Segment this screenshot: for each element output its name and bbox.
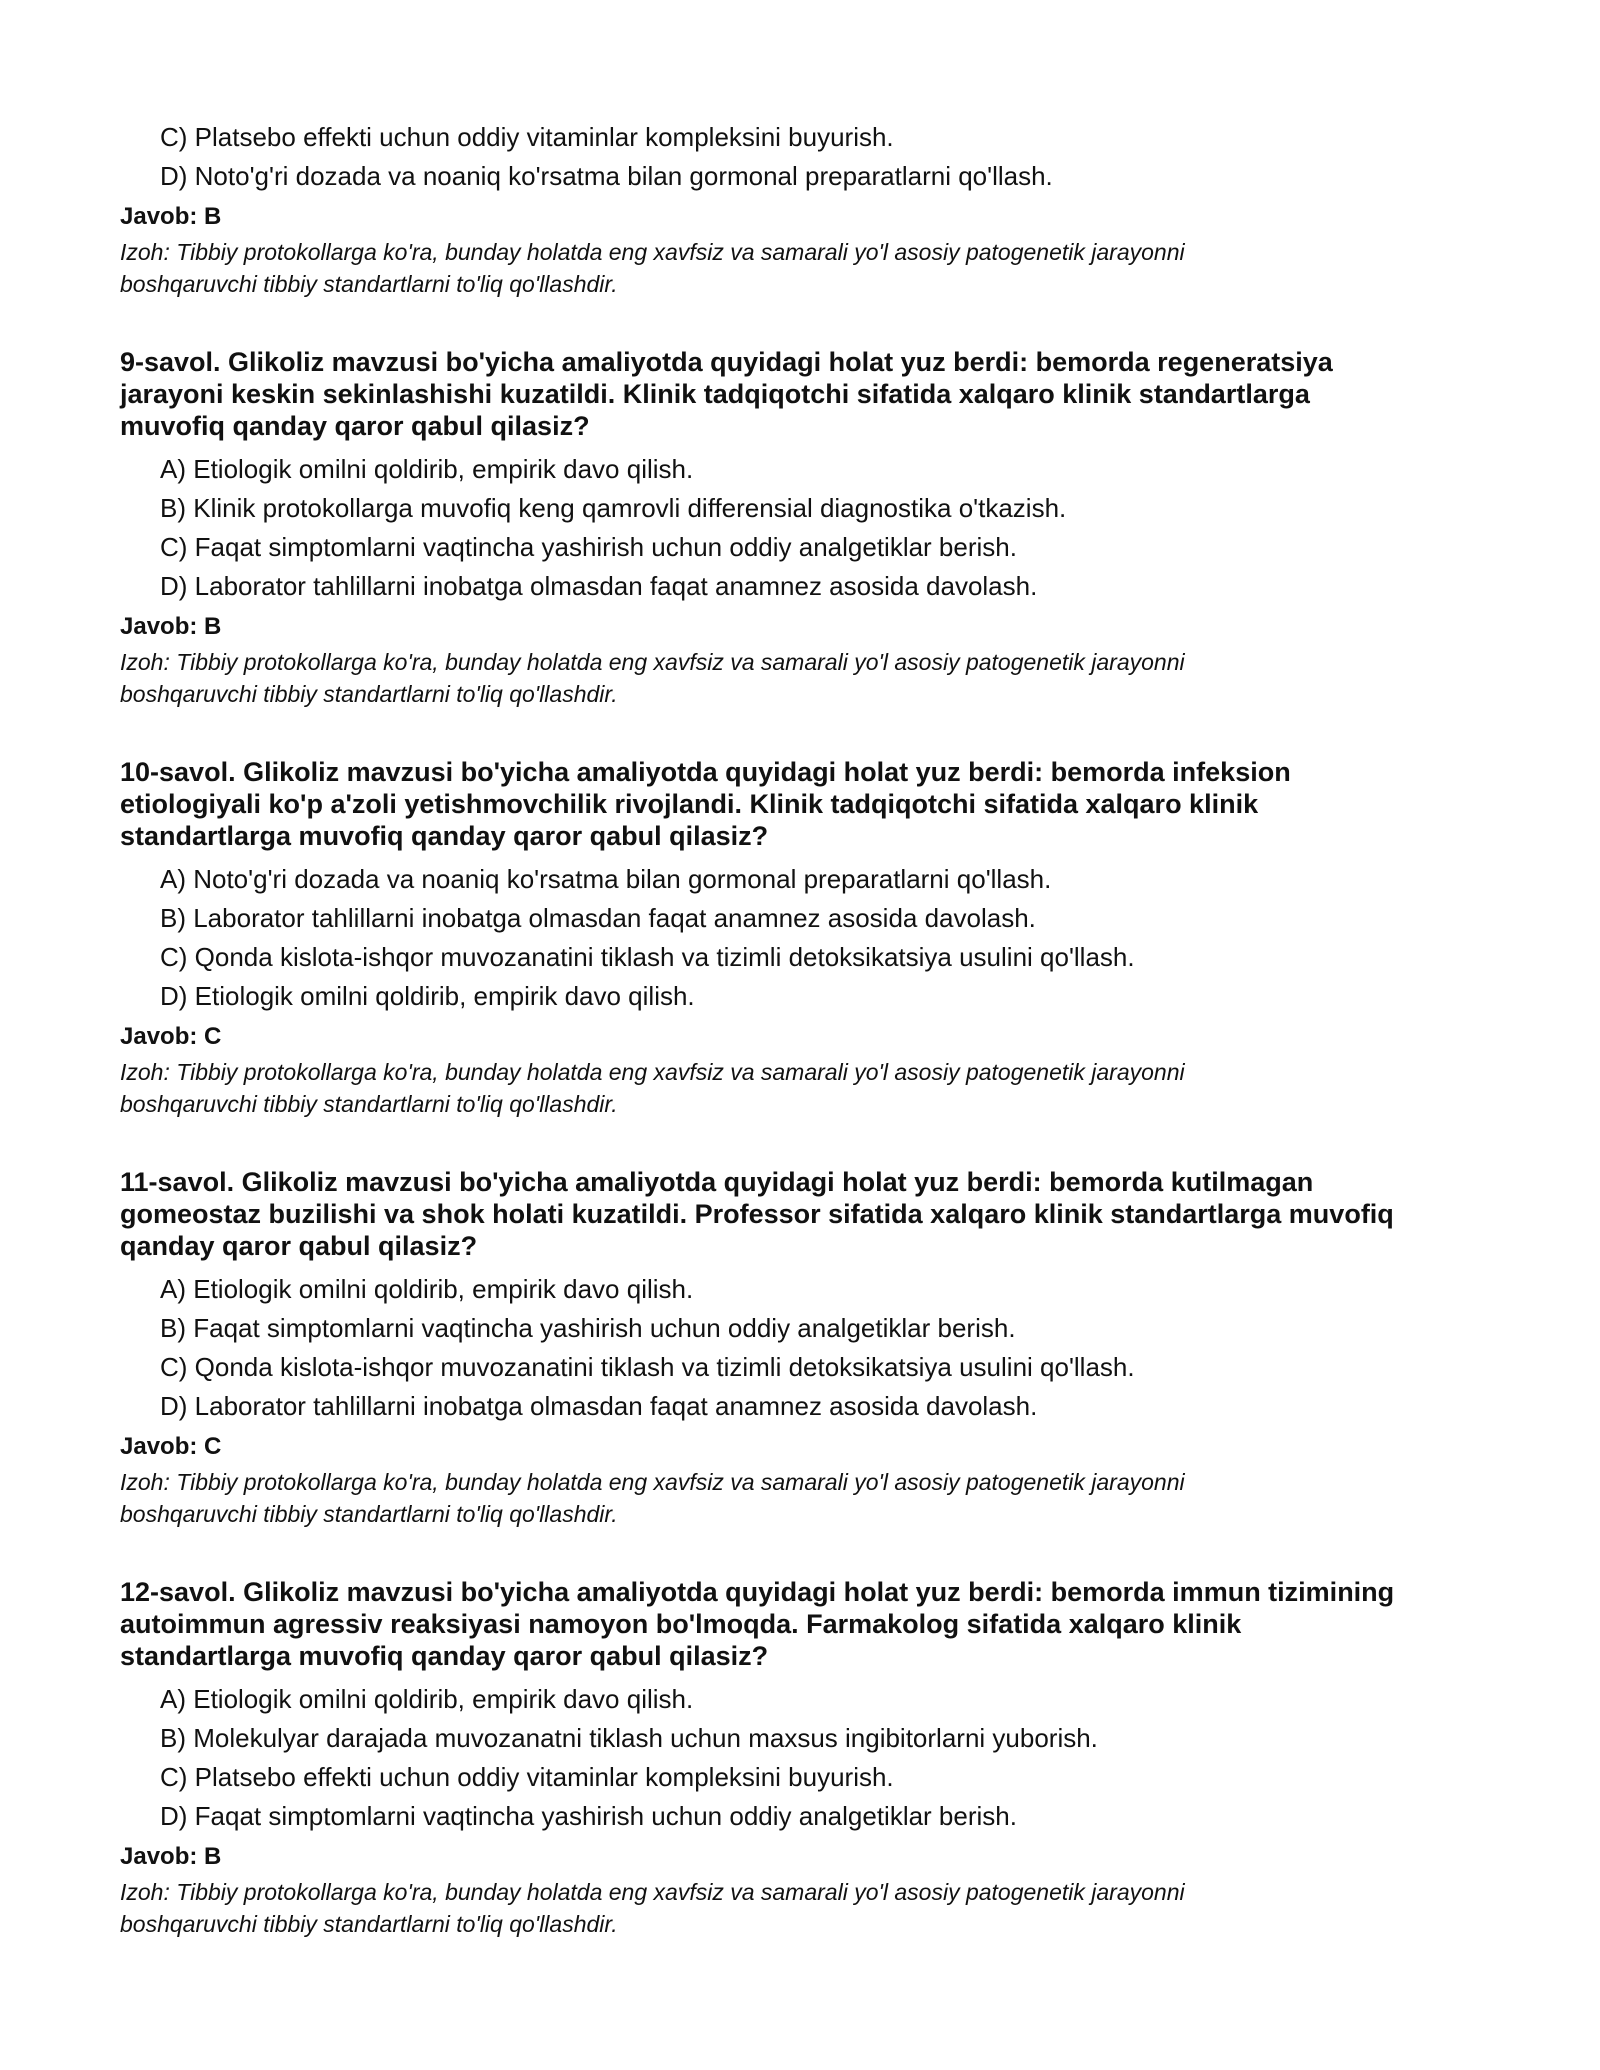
question-title-line: 12-savol. Glikoliz mavzusi bo'yicha amaliyotda quyidagi holat yuz berdi: bemorda immun tizimining (120, 1577, 1395, 1607)
question-title-line: standartlarga muvofiq qanday qaror qabul qilasiz? (120, 1641, 769, 1671)
answer-option: D) Noto'g'ri dozada va noaniq ko'rsatma bilan gormonal preparatlarni qo'llash. (160, 161, 1053, 191)
answer-option-c: C) Platsebo effekti uchun oddiy vitaminlar kompleksini buyurish. (160, 1762, 894, 1792)
question-11 (120, 1166, 1500, 1530)
answer-option-d: D) Faqat simptomlarni vaqtincha yashirish uchun oddiy analgetiklar berish. (160, 1801, 1017, 1831)
explanation-line: Izoh: Tibbiy protokollarga ko'ra, bunday holatda eng xavfsiz va samarali yo'l asosiy patogenetik jarayonni (120, 1879, 1185, 1905)
question-title (120, 1576, 1500, 1672)
answer-option-b: B) Faqat simptomlarni vaqtincha yashirish uchun oddiy analgetiklar berish. (160, 1313, 1016, 1343)
explanation (120, 646, 1500, 710)
answer-key: Javob: B (120, 1843, 222, 1870)
explanation-line: boshqaruvchi tibbiy standartlarni to'liq qo'llashdir. (120, 681, 618, 707)
question-12 (120, 1576, 1500, 1940)
question-title-line: 10-savol. Glikoliz mavzusi bo'yicha amaliyotda quyidagi holat yuz berdi: bemorda infeksion (120, 757, 1291, 787)
question-title (120, 346, 1500, 442)
explanation (120, 1876, 1500, 1940)
explanation-line: Izoh: Tibbiy protokollarga ko'ra, bunday holatda eng xavfsiz va samarali yo'l asosiy patogenetik jarayonni (120, 649, 1185, 675)
answer-option-b: B) Molekulyar darajada muvozanatni tiklash uchun maxsus ingibitorlarni yuborish. (160, 1723, 1098, 1753)
question-title (120, 1166, 1500, 1262)
question-10 (120, 756, 1500, 1120)
answer-option-d: D) Etiologik omilni qoldirib, empirik davo qilish. (160, 981, 695, 1011)
answer-key: Javob: B (120, 203, 222, 230)
answer-option-c: C) Qonda kislota-ishqor muvozanatini tiklash va tizimli detoksikatsiya usulini qo'llash. (160, 1352, 1135, 1382)
question-9 (120, 346, 1500, 710)
explanation-line: Izoh: Tibbiy protokollarga ko'ra, bunday holatda eng xavfsiz va samarali yo'l asosiy patogenetik jarayonni (120, 1469, 1185, 1495)
question-continuation (120, 118, 1500, 300)
explanation-line: boshqaruvchi tibbiy standartlarni to'liq qo'llashdir. (120, 1091, 618, 1117)
answer-option-b: B) Laborator tahlillarni inobatga olmasdan faqat anamnez asosida davolash. (160, 903, 1036, 933)
answer-key: Javob: C (120, 1023, 222, 1050)
explanation (120, 1466, 1500, 1530)
answer-option: C) Platsebo effekti uchun oddiy vitaminlar kompleksini buyurish. (160, 122, 894, 152)
answer-option-a: A) Etiologik omilni qoldirib, empirik davo qilish. (160, 454, 694, 484)
question-title-line: jarayoni keskin sekinlashishi kuzatildi. Klinik tadqiqotchi sifatida xalqaro klinik standartlarga (120, 379, 1310, 409)
document-page (120, 118, 1500, 1940)
answer-option-b: B) Klinik protokollarga muvofiq keng qamrovli differensial diagnostika o'tkazish. (160, 493, 1067, 523)
answer-option-a: A) Noto'g'ri dozada va noaniq ko'rsatma bilan gormonal preparatlarni qo'llash. (160, 864, 1052, 894)
question-title-line: 9-savol. Glikoliz mavzusi bo'yicha amaliyotda quyidagi holat yuz berdi: bemorda regeneratsiya (120, 347, 1333, 377)
explanation-line: boshqaruvchi tibbiy standartlarni to'liq qo'llashdir. (120, 1911, 618, 1937)
explanation-line: boshqaruvchi tibbiy standartlarni to'liq qo'llashdir. (120, 271, 618, 297)
explanation (120, 236, 1500, 300)
question-title-line: standartlarga muvofiq qanday qaror qabul qilasiz? (120, 821, 769, 851)
question-title-line: qanday qaror qabul qilasiz? (120, 1231, 478, 1261)
answer-option-a: A) Etiologik omilni qoldirib, empirik davo qilish. (160, 1274, 694, 1304)
question-title-line: autoimmun agressiv reaksiyasi namoyon bo'lmoqda. Farmakolog sifatida xalqaro klinik (120, 1609, 1242, 1639)
explanation-line: Izoh: Tibbiy protokollarga ko'ra, bunday holatda eng xavfsiz va samarali yo'l asosiy patogenetik jarayonni (120, 1059, 1185, 1085)
answer-option-d: D) Laborator tahlillarni inobatga olmasdan faqat anamnez asosida davolash. (160, 1391, 1038, 1421)
explanation (120, 1056, 1500, 1120)
answer-option-a: A) Etiologik omilni qoldirib, empirik davo qilish. (160, 1684, 694, 1714)
answer-option-c: C) Qonda kislota-ishqor muvozanatini tiklash va tizimli detoksikatsiya usulini qo'llash. (160, 942, 1135, 972)
explanation-line: Izoh: Tibbiy protokollarga ko'ra, bunday holatda eng xavfsiz va samarali yo'l asosiy patogenetik jarayonni (120, 239, 1185, 265)
answer-option-d: D) Laborator tahlillarni inobatga olmasdan faqat anamnez asosida davolash. (160, 571, 1038, 601)
answer-key: Javob: B (120, 613, 222, 640)
question-title-line: 11-savol. Glikoliz mavzusi bo'yicha amaliyotda quyidagi holat yuz berdi: bemorda kutilmagan (120, 1167, 1314, 1197)
question-title (120, 756, 1500, 852)
answer-option-c: C) Faqat simptomlarni vaqtincha yashirish uchun oddiy analgetiklar berish. (160, 532, 1017, 562)
explanation-line: boshqaruvchi tibbiy standartlarni to'liq qo'llashdir. (120, 1501, 618, 1527)
question-title-line: etiologiyali ko'p a'zoli yetishmovchilik rivojlandi. Klinik tadqiqotchi sifatida xalqaro klinik (120, 789, 1259, 819)
answer-key: Javob: C (120, 1433, 222, 1460)
question-title-line: gomeostaz buzilishi va shok holati kuzatildi. Professor sifatida xalqaro klinik standartlarga muvofiq (120, 1199, 1394, 1229)
question-title-line: muvofiq qanday qaror qabul qilasiz? (120, 411, 590, 441)
